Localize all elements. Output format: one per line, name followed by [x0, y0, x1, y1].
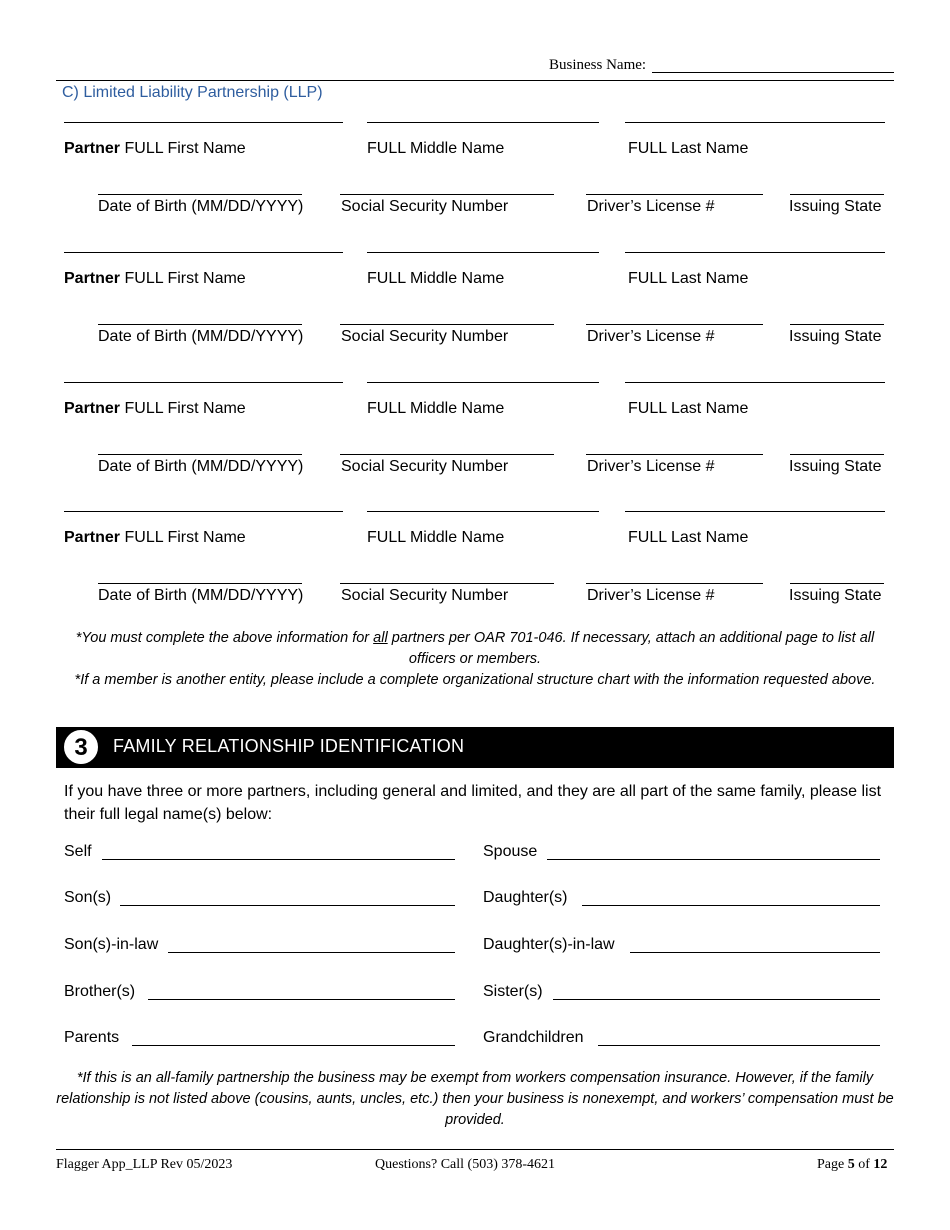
partners-note-1: *You must complete the above information for all partners per OAR 701-046. If necessary, attach an additional page to list all officers or members. — [75, 630, 875, 667]
partner-middle-name-field[interactable] — [367, 122, 599, 123]
partner-first-name-field[interactable] — [64, 252, 343, 253]
partner-dob-label: Date of Birth (MM/DD/YYYY) — [98, 458, 304, 475]
footer-questions: Questions? Call (503) 378-4621 — [375, 1157, 556, 1172]
partner-ssn-field[interactable] — [340, 454, 554, 455]
partner-dob-field[interactable] — [98, 324, 302, 325]
partner-last-name-field[interactable] — [625, 382, 885, 383]
partner-state-field[interactable] — [790, 194, 884, 195]
header-rule — [56, 80, 894, 81]
family-left-name-field[interactable] — [120, 905, 455, 906]
footer-form-id: Flagger App_LLP Rev 05/2023 — [56, 1157, 233, 1172]
partner-middle-name-label: FULL Middle Name — [367, 140, 505, 157]
family-left-name-field[interactable] — [132, 1045, 455, 1046]
partner-middle-name-field[interactable] — [367, 511, 599, 512]
partner-last-name-label: FULL Last Name — [628, 400, 749, 417]
family-right-name-field[interactable] — [547, 859, 880, 860]
partner-middle-name-label: FULL Middle Name — [367, 400, 505, 417]
partner-ssn-field[interactable] — [340, 194, 554, 195]
partner-license-field[interactable] — [586, 324, 763, 325]
partner-ssn-field[interactable] — [340, 583, 554, 584]
footer-rule — [56, 1149, 894, 1150]
partner-last-name-field[interactable] — [625, 511, 885, 512]
partner-ssn-label: Social Security Number — [341, 587, 509, 604]
partner-last-name-label: FULL Last Name — [628, 140, 749, 157]
partner-first-name-field[interactable] — [64, 511, 343, 512]
family-left-name-field[interactable] — [148, 999, 455, 1000]
family-right-label: Sister(s) — [483, 983, 543, 1000]
family-left-label: Parents — [64, 1029, 120, 1046]
footer-page-number: Page 5 of 12 — [817, 1157, 888, 1172]
partner-middle-name-label: FULL Middle Name — [367, 270, 505, 287]
section-3-title: FAMILY RELATIONSHIP IDENTIFICATION — [113, 736, 465, 756]
family-right-label: Spouse — [483, 843, 538, 860]
section-c-heading: C) Limited Liability Partnership (LLP) — [62, 84, 323, 101]
partner-ssn-label: Social Security Number — [341, 198, 509, 215]
family-left-label: Son(s) — [64, 889, 112, 906]
family-right-name-field[interactable] — [553, 999, 880, 1000]
family-right-name-field[interactable] — [598, 1045, 880, 1046]
partner-dob-field[interactable] — [98, 194, 302, 195]
partner-license-field[interactable] — [586, 194, 763, 195]
partner-first-name-label: Partner FULL First Name — [64, 270, 246, 287]
partner-first-name-label: Partner FULL First Name — [64, 400, 246, 417]
family-left-label: Brother(s) — [64, 983, 136, 1000]
partner-first-name-label: Partner FULL First Name — [64, 529, 246, 546]
family-left-name-field[interactable] — [168, 952, 455, 953]
partner-state-label: Issuing State — [789, 198, 882, 215]
family-right-label: Daughter(s) — [483, 889, 568, 906]
partner-state-label: Issuing State — [789, 587, 882, 604]
partner-state-field[interactable] — [790, 324, 884, 325]
business-name-label: Business Name: — [549, 57, 647, 73]
partner-last-name-label: FULL Last Name — [628, 529, 749, 546]
business-name-field[interactable] — [652, 72, 894, 73]
partner-dob-field[interactable] — [98, 583, 302, 584]
partner-license-field[interactable] — [586, 583, 763, 584]
partner-state-label: Issuing State — [789, 458, 882, 475]
partner-middle-name-field[interactable] — [367, 252, 599, 253]
partner-first-name-label: Partner FULL First Name — [64, 140, 246, 157]
partner-middle-name-label: FULL Middle Name — [367, 529, 505, 546]
partner-state-label: Issuing State — [789, 328, 882, 345]
partner-state-field[interactable] — [790, 583, 884, 584]
partners-note-2: *If a member is another entity, please include a complete organizational structure chart with the information requested above. — [74, 672, 876, 688]
family-right-name-field[interactable] — [630, 952, 880, 953]
family-left-label: Son(s)-in-law — [64, 936, 159, 953]
family-left-label: Self — [64, 843, 92, 860]
partner-last-name-field[interactable] — [625, 122, 885, 123]
partner-first-name-field[interactable] — [64, 122, 343, 123]
partner-license-label: Driver’s License # — [587, 198, 715, 215]
section-3-number-badge: 3 — [62, 728, 100, 766]
partner-last-name-label: FULL Last Name — [628, 270, 749, 287]
partner-first-name-field[interactable] — [64, 382, 343, 383]
partner-license-label: Driver’s License # — [587, 328, 715, 345]
family-footnote: *If this is an all-family partnership the business may be exempt from workers compensation insurance. However, if the family relationship is not listed above (cousins, aunts, uncles, etc.) then your business is nonexempt, and workers’ compensation must be provided. — [56, 1070, 894, 1128]
family-intro-text: If you have three or more partners, including general and limited, and they are all part of the same family, please list their full legal name(s) below: — [64, 783, 882, 823]
partner-license-label: Driver’s License # — [587, 587, 715, 604]
partner-ssn-label: Social Security Number — [341, 458, 509, 475]
partner-last-name-field[interactable] — [625, 252, 885, 253]
family-right-label: Grandchildren — [483, 1029, 584, 1046]
family-right-label: Daughter(s)-in-law — [483, 936, 615, 953]
partner-ssn-label: Social Security Number — [341, 328, 509, 345]
family-left-name-field[interactable] — [102, 859, 455, 860]
partner-state-field[interactable] — [790, 454, 884, 455]
partner-license-label: Driver’s License # — [587, 458, 715, 475]
partner-dob-label: Date of Birth (MM/DD/YYYY) — [98, 328, 304, 345]
partner-middle-name-field[interactable] — [367, 382, 599, 383]
partner-dob-field[interactable] — [98, 454, 302, 455]
family-right-name-field[interactable] — [582, 905, 880, 906]
partner-dob-label: Date of Birth (MM/DD/YYYY) — [98, 587, 304, 604]
partner-ssn-field[interactable] — [340, 324, 554, 325]
partner-dob-label: Date of Birth (MM/DD/YYYY) — [98, 198, 304, 215]
partner-license-field[interactable] — [586, 454, 763, 455]
